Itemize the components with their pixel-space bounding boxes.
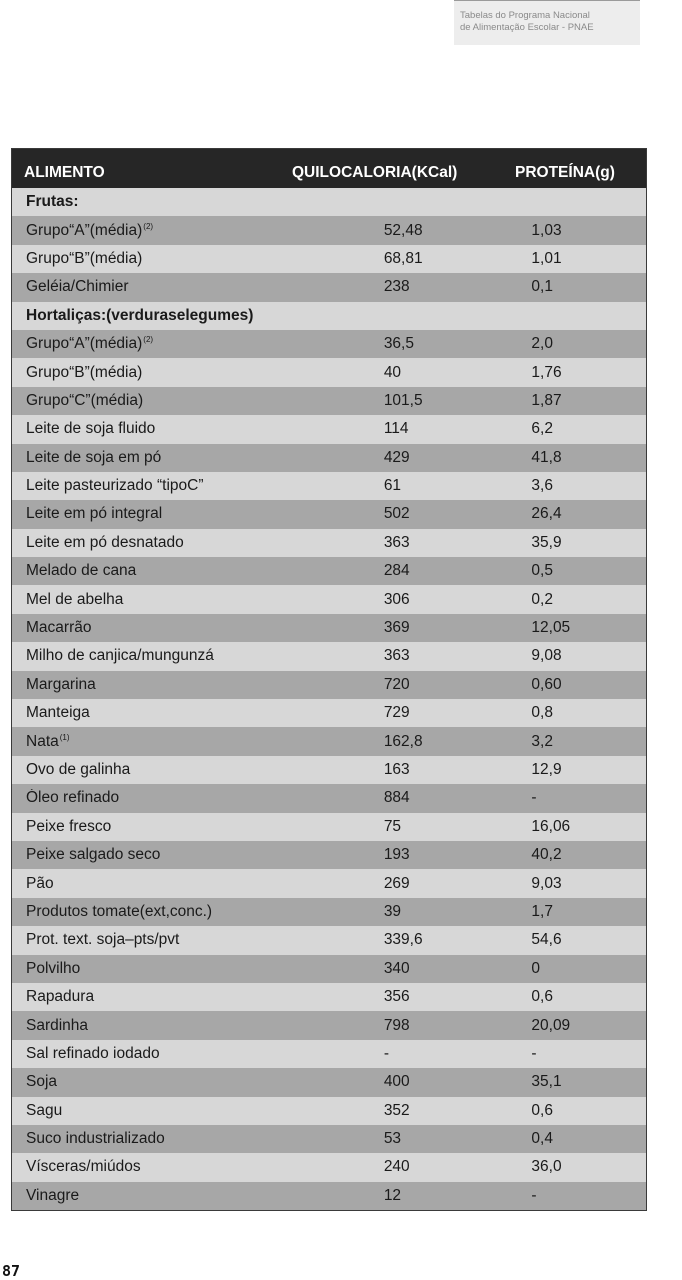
cell-kcal: 101,5 <box>383 391 423 409</box>
cell-kcal: 114 <box>383 420 409 438</box>
table-row <box>12 273 646 301</box>
cell-kcal: 429 <box>383 448 410 466</box>
cell-food <box>12 1102 376 1120</box>
cell-food <box>12 562 376 580</box>
cell-protein: 9,03 <box>531 874 562 892</box>
cell-kcal: 720 <box>383 675 410 693</box>
cell-protein: 0,6 <box>531 988 553 1006</box>
cell-kcal: 61 <box>383 477 402 495</box>
cell-food <box>12 534 376 552</box>
food-name: Óleo refinado <box>26 789 120 807</box>
cell-protein: 41,8 <box>531 448 562 466</box>
cell-kcal: 68,81 <box>383 249 423 267</box>
cell-protein: 35,1 <box>531 1073 562 1091</box>
table-row <box>12 415 646 443</box>
cell-protein: 12,9 <box>531 761 562 778</box>
cell-protein: 3,2 <box>531 732 553 750</box>
cell-food <box>12 704 376 722</box>
table-body <box>12 188 646 1210</box>
food-name: Hortaliças:(verduraselegumes) <box>26 306 254 324</box>
food-name: Leite de soja em pó <box>26 448 162 466</box>
cell-protein: 35,9 <box>531 533 562 551</box>
cell-kcal: 798 <box>383 1016 410 1034</box>
table-row <box>12 1153 646 1181</box>
cell-food <box>12 875 376 893</box>
table-row <box>12 955 646 983</box>
cell-kcal: 340 <box>383 959 410 977</box>
cell-food <box>12 619 376 637</box>
food-name: Grupo“A”(média) <box>26 335 143 353</box>
cell-kcal: 363 <box>383 533 410 551</box>
footnote-marker: (2) <box>143 335 154 345</box>
table-row <box>12 557 646 585</box>
table-row <box>12 869 646 897</box>
table-row <box>12 529 646 557</box>
cell-protein: 54,6 <box>531 931 562 949</box>
cell-kcal: 75 <box>383 817 402 835</box>
table-row <box>12 813 646 841</box>
cell-protein: 0,60 <box>531 675 562 693</box>
food-name: Geléia/Chimier <box>26 278 129 296</box>
cell-protein: 2,0 <box>531 335 553 353</box>
food-name: Vísceras/miúdos <box>26 1158 141 1176</box>
cell-food <box>12 591 376 609</box>
table-row <box>12 841 646 869</box>
cell-protein: 1,87 <box>531 391 562 409</box>
cell-food <box>12 307 376 325</box>
food-name: Peixe salgado seco <box>26 846 161 864</box>
table-row <box>12 756 646 784</box>
food-name: Leite em pó integral <box>26 505 163 523</box>
cell-kcal: 339,6 <box>383 931 423 949</box>
cell-kcal: 284 <box>383 562 410 580</box>
cell-protein: 12,05 <box>531 619 571 637</box>
table-row <box>12 727 646 755</box>
cell-food <box>12 1017 376 1035</box>
cell-kcal: 240 <box>383 1158 410 1176</box>
cell-kcal: 884 <box>383 789 410 807</box>
cell-food <box>12 818 376 836</box>
food-name: Suco industrializado <box>26 1130 165 1148</box>
cell-kcal: 12 <box>383 1186 402 1204</box>
cell-food <box>12 647 376 665</box>
cell-food <box>12 449 376 467</box>
cell-food <box>12 676 376 694</box>
food-name: Leite de soja fluido <box>26 420 156 438</box>
table-row <box>12 614 646 642</box>
cell-protein: - <box>531 789 537 807</box>
cell-food <box>12 733 376 751</box>
food-name: Frutas: <box>26 193 79 211</box>
table-row <box>12 500 646 528</box>
table-row <box>12 898 646 926</box>
food-name: Milho de canjica/mungunzá <box>26 647 214 665</box>
cell-kcal: 729 <box>383 704 410 722</box>
cell-protein: 20,09 <box>531 1016 571 1034</box>
cell-protein: 0,5 <box>531 562 553 580</box>
table-row <box>12 983 646 1011</box>
cell-kcal: 39 <box>383 902 402 920</box>
source-caption-line-1: Tabelas do Programa Nacional <box>460 10 590 21</box>
table-row <box>12 216 646 244</box>
cell-food <box>12 278 376 296</box>
cell-kcal: 40 <box>383 363 402 381</box>
food-name: Soja <box>26 1073 58 1091</box>
table-row <box>12 245 646 273</box>
food-name: Melado de cana <box>26 562 137 580</box>
table-row <box>12 1068 646 1096</box>
cell-kcal: 306 <box>383 590 410 608</box>
table-row <box>12 784 646 812</box>
food-name: Manteiga <box>26 704 90 722</box>
cell-kcal: 363 <box>383 647 410 665</box>
cell-protein: 0 <box>531 959 541 977</box>
cell-kcal: 502 <box>383 505 410 523</box>
cell-food <box>12 903 376 921</box>
cell-kcal: - <box>383 1044 389 1062</box>
cell-protein: 26,4 <box>531 505 562 523</box>
food-name: Macarrão <box>26 619 92 637</box>
cell-protein: 0,4 <box>531 1130 553 1148</box>
table-row <box>12 444 646 472</box>
food-name: Grupo“B”(média) <box>26 363 143 381</box>
header-food: ALIMENTO <box>24 163 105 181</box>
cell-food <box>12 761 376 779</box>
source-caption-line-2: de Alimentação Escolar - PNAE <box>460 22 594 33</box>
cell-food <box>12 477 376 495</box>
cell-food <box>12 335 376 353</box>
food-name: Sardinha <box>26 1016 89 1034</box>
cell-food <box>12 1045 376 1063</box>
cell-kcal: 369 <box>383 619 410 637</box>
food-name: Prot. text. soja–pts/pvt <box>26 931 180 949</box>
cell-food <box>12 960 376 978</box>
cell-food <box>12 364 376 382</box>
cell-food <box>12 1073 376 1091</box>
food-name: Vinagre <box>26 1186 80 1204</box>
food-name: Margarina <box>26 675 96 693</box>
cell-food <box>12 222 376 240</box>
cell-protein: 9,08 <box>531 647 562 665</box>
cell-food <box>12 931 376 949</box>
table-row <box>12 1040 646 1068</box>
food-name: Sagu <box>26 1101 63 1119</box>
cell-kcal: 52,48 <box>383 221 423 239</box>
page-number: 87 <box>2 1262 21 1280</box>
food-name: Peixe fresco <box>26 817 112 835</box>
cell-food <box>12 846 376 864</box>
cell-kcal: 352 <box>383 1101 410 1119</box>
header-kcal: QUILOCALORIA(KCal) <box>292 163 458 181</box>
food-name: Produtos tomate(ext,conc.) <box>26 902 213 920</box>
food-name: Rapadura <box>26 988 95 1006</box>
table-row <box>12 330 646 358</box>
food-name: Pão <box>26 874 54 892</box>
table-row <box>12 387 646 415</box>
table-row <box>12 671 646 699</box>
food-name: Leite pasteurizado “tipoC” <box>26 477 204 495</box>
cell-protein: 1,03 <box>531 221 562 239</box>
cell-kcal: 269 <box>383 874 410 892</box>
cell-food <box>12 1158 376 1176</box>
cell-protein: 36,0 <box>531 1158 562 1176</box>
cell-protein: 1,01 <box>531 249 562 267</box>
food-name: Leite em pó desnatado <box>26 533 184 551</box>
cell-protein: 0,8 <box>531 704 553 722</box>
cell-food <box>12 420 376 438</box>
table-row <box>12 1097 646 1125</box>
table-row <box>12 1011 646 1039</box>
cell-food <box>12 250 376 268</box>
cell-protein: 16,06 <box>531 817 571 835</box>
table-row <box>12 585 646 613</box>
cell-protein: 0,2 <box>531 590 553 608</box>
table-row <box>12 926 646 954</box>
table-row <box>12 358 646 386</box>
source-caption-box <box>454 0 640 45</box>
cell-food <box>12 392 376 410</box>
cell-food <box>12 789 376 807</box>
table-row <box>12 1182 646 1210</box>
cell-protein: 0,6 <box>531 1101 553 1119</box>
food-name: Polvilho <box>26 959 81 977</box>
food-name: Grupo“C”(média) <box>26 391 144 409</box>
cell-protein: - <box>531 1044 537 1062</box>
food-name: Mel de abelha <box>26 590 124 608</box>
cell-protein: 6,2 <box>531 420 553 438</box>
cell-protein: 0,1 <box>531 278 553 296</box>
cell-food <box>12 505 376 523</box>
cell-kcal: 238 <box>383 278 410 296</box>
food-name: Nata <box>26 732 59 750</box>
table-row <box>12 642 646 670</box>
table-row <box>12 1125 646 1153</box>
table-header-row <box>12 149 646 188</box>
food-name: Grupo“B”(média) <box>26 249 143 267</box>
cell-food <box>12 988 376 1006</box>
footnote-marker: (2) <box>143 221 154 231</box>
cell-kcal: 36,5 <box>383 335 414 353</box>
cell-kcal: 53 <box>383 1130 402 1148</box>
cell-kcal: 400 <box>383 1073 410 1091</box>
cell-protein: 1,76 <box>531 363 562 381</box>
cell-protein: - <box>531 1186 537 1204</box>
cell-kcal: 162,8 <box>383 732 423 750</box>
cell-protein: 3,6 <box>531 477 553 495</box>
nutrition-table <box>11 148 647 1211</box>
food-name: Sal refinado iodado <box>26 1044 160 1062</box>
cell-food <box>12 193 376 211</box>
footnote-marker: (1) <box>59 732 70 742</box>
cell-protein: 1,7 <box>531 902 553 920</box>
table-row <box>12 188 646 216</box>
cell-kcal: 193 <box>383 846 410 864</box>
table-row <box>12 302 646 330</box>
food-name: Ovo de galinha <box>26 761 131 778</box>
table-row <box>12 699 646 727</box>
table-row <box>12 472 646 500</box>
food-name: Grupo“A”(média) <box>26 221 143 239</box>
cell-food <box>12 1187 376 1205</box>
header-protein: PROTEÍNA(g) <box>515 163 615 181</box>
cell-kcal: 356 <box>383 988 410 1006</box>
cell-food <box>12 1130 376 1148</box>
cell-protein: 40,2 <box>531 846 562 864</box>
cell-kcal: 163 <box>383 761 410 778</box>
